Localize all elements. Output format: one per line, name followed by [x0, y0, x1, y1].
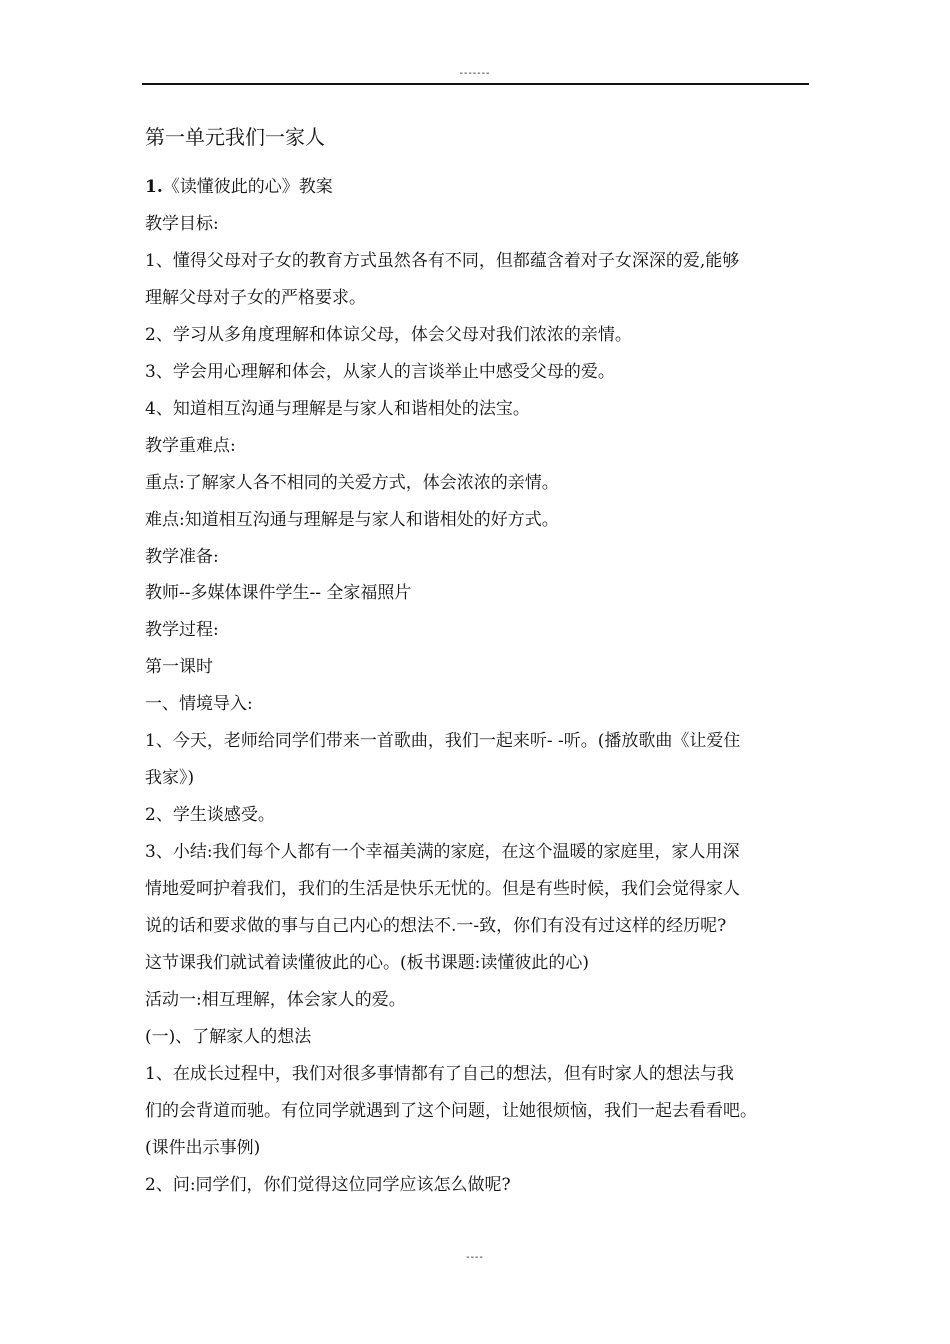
lesson-number: 1. — [145, 177, 163, 197]
header-mark: ------- — [459, 68, 491, 79]
text-line: 教学准备: — [145, 546, 219, 567]
text-line: 这节课我们就试着读懂彼此的心。(板书课题:读懂彼此的心) — [145, 953, 589, 974]
text-line: 情地爱呵护着我们，我们的生活是快乐无忧的。但是有些时候，我们会觉得家人 — [145, 879, 740, 900]
lesson-heading — [145, 169, 809, 206]
text-line: (一)、了解家人的想法 — [145, 1026, 312, 1047]
text-line: 们的会背道而驰。有位同学就遇到了这个问题，让她很烦恼，我们一起去看看吧。 — [145, 1100, 757, 1121]
text-line: 教学重难点: — [145, 435, 236, 456]
text-line: 说的话和要求做的事与自己内心的想法不.一-致，你们有没有过这样的经历呢? — [145, 916, 727, 937]
header-rule — [142, 83, 809, 85]
footer-mark: ---- — [466, 1252, 484, 1263]
text-line: 重点:了解家人各不相同的关爱方式，体会浓浓的亲情。 — [145, 472, 559, 493]
text-line: 活动一:相互理解，体会家人的爱。 — [145, 989, 406, 1010]
text-line: 难点:知道相互沟通与理解是与家人和谐相处的好方式。 — [145, 509, 559, 530]
text-line: 教学目标: — [145, 213, 219, 234]
text-line: 3、小结:我们每个人都有一个幸福美满的家庭，在这个温暖的家庭里，家人用深 — [145, 842, 740, 863]
text-line: 第一课时 — [145, 657, 213, 678]
text-line: 我家》) — [145, 768, 195, 789]
text-lines — [145, 206, 809, 1204]
document-body — [145, 169, 809, 1204]
text-line: (课件出示事例) — [145, 1137, 261, 1158]
unit-title: 第一单元我们一家人 — [145, 125, 325, 149]
text-line: 一、情境导入: — [145, 694, 253, 715]
text-line: 2、学习从多角度理解和体谅父母，体会父母对我们浓浓的亲情。 — [145, 324, 632, 345]
text-line: 2、问:同学们，你们觉得这位同学应该怎么做呢? — [145, 1174, 511, 1195]
text-line: 教师--多媒体课件学生-- 全家福照片 — [145, 583, 412, 604]
text-line: 2、学生谈感受。 — [145, 805, 275, 826]
text-line: 理解父母对子女的严格要求。 — [145, 287, 366, 308]
text-line: 1、今天，老师给同学们带来一首歌曲，我们一起来听- -听。(播放歌曲《让爱住 — [145, 731, 741, 752]
text-line: 4、知道相互沟通与理解是与家人和谐相处的法宝。 — [145, 398, 530, 419]
lesson-name: 《读懂彼此的心》教案 — [162, 177, 333, 197]
text-line: 1、在成长过程中，我们对很多事情都有了自己的想法，但有时家人的想法与我 — [145, 1063, 734, 1084]
text-line: 教学过程: — [145, 620, 219, 641]
text-line: 1、懂得父母对子女的教育方式虽然各有不同，但都蕴含着对子女深深的爱,能够 — [145, 250, 740, 271]
text-line: 3、学会用心理解和体会，从家人的言谈举止中感受父母的爱。 — [145, 361, 615, 382]
